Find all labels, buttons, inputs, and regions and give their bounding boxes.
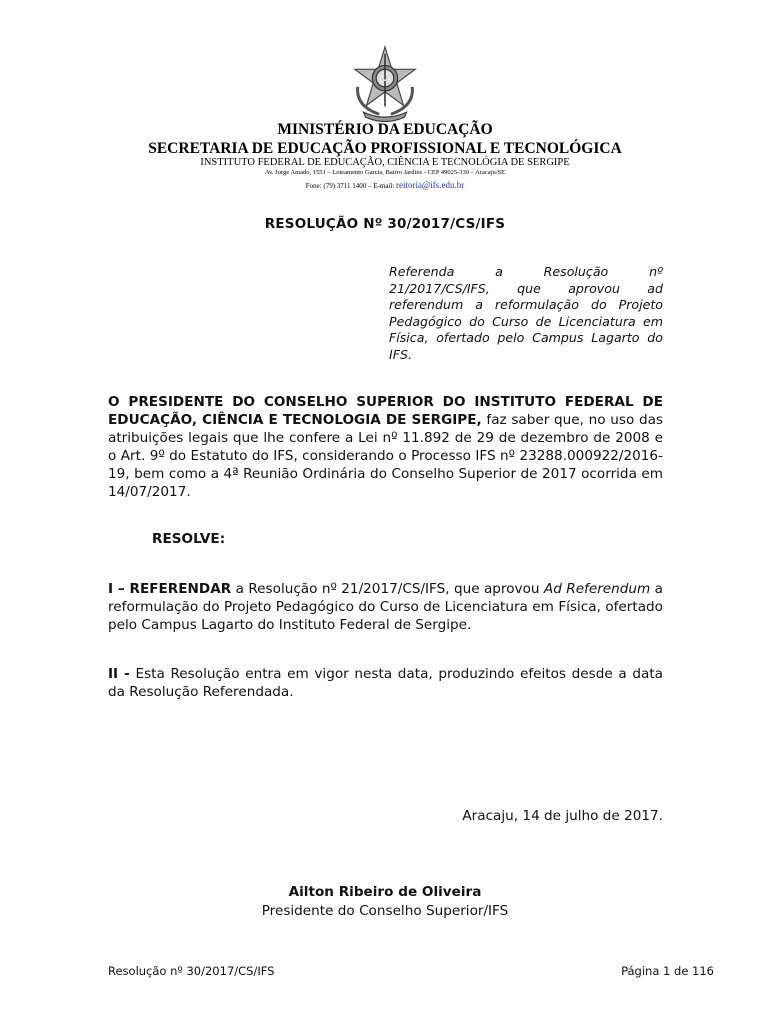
article-one-label: I – REFERENDAR xyxy=(108,581,232,597)
institute-name: INSTITUTO FEDERAL DE EDUCAÇÃO, CIÊNCIA E TECNOLÓGIA DE SERGIPE xyxy=(200,157,570,168)
footer-page-number: Página 1 de 116 xyxy=(621,964,714,978)
summary-first-line: Referenda a Resolução nº xyxy=(389,264,663,279)
signer-role: Presidente do Conselho Superior/IFS xyxy=(261,903,509,919)
resolution-summary xyxy=(389,264,663,363)
article-one xyxy=(108,580,663,634)
intro-bold: O PRESIDENTE DO CONSELHO SUPERIOR DO INSTITUTO FEDERAL DE EDUCAÇÃO, CIÊNCIA E TECNOLOGIA DE SERGIPE, xyxy=(108,394,663,428)
resolve-heading: RESOLVE: xyxy=(152,531,226,547)
intro-paragraph xyxy=(108,393,663,501)
institute-contact xyxy=(0,180,770,190)
article-one-text-b: a reformulação do Projeto Pedagógico do Curso de Licenciatura em Física, ofertado pelo Campus Lagarto do Instituto Federal de Sergipe. xyxy=(108,581,663,633)
contact-prefix: Fone: (79) 3711 1400 – E-mail: xyxy=(305,182,397,190)
email-link[interactable]: reitoria@ifs.edu.br xyxy=(396,180,465,190)
footer-document-ref: Resolução nº 30/2017/CS/IFS xyxy=(108,964,275,978)
institute-address: Av. Jorge Amado, 1551 – Loteamento Garcia, Bairro Jardins - CEP 49025-330 – Aracaju/SE xyxy=(264,169,506,176)
brazil-coat-of-arms-icon xyxy=(346,44,424,122)
place-and-date: Aracaju, 14 de julho de 2017. xyxy=(462,808,663,824)
summary-rest: 21/2017/CS/IFS, que aprovou ad referendum a reformulação do Projeto Pedagógico do Curso de Licenciatura em Física, ofertado pelo Campus Lagarto do IFS. xyxy=(389,280,663,362)
article-two-text: Esta Resolução entra em vigor nesta data, produzindo efeitos desde a data da Resolução Referendada. xyxy=(108,666,663,700)
resolution-title: RESOLUÇÃO Nº 30/2017/CS/IFS xyxy=(264,216,506,232)
ministry-name: MINISTÉRIO DA EDUCAÇÃO xyxy=(277,121,493,138)
article-two-label: II - xyxy=(108,666,130,682)
article-one-italic: Ad Referendum xyxy=(543,581,651,597)
article-two xyxy=(108,665,663,701)
article-one-text-a: a Resolução nº 21/2017/CS/IFS, que aprovou xyxy=(231,581,544,597)
signer-name: Ailton Ribeiro de Oliveira xyxy=(288,884,482,900)
intro-text: faz saber que, no uso das atribuições legais que lhe confere a Lei nº 11.892 de 29 de dezembro de 2008 e o Art. 9º do Estatuto do IFS, considerando o Processo IFS nº 23288.000922/2016-19, bem como a 4ª Reunião Ordinária do Conselho Superior de 2017 ocorrida em 14/07/2017. xyxy=(108,412,664,500)
secretariat-name: SECRETARIA DE EDUCAÇÃO PROFISSIONAL E TECNOLÓGICA xyxy=(148,140,622,157)
